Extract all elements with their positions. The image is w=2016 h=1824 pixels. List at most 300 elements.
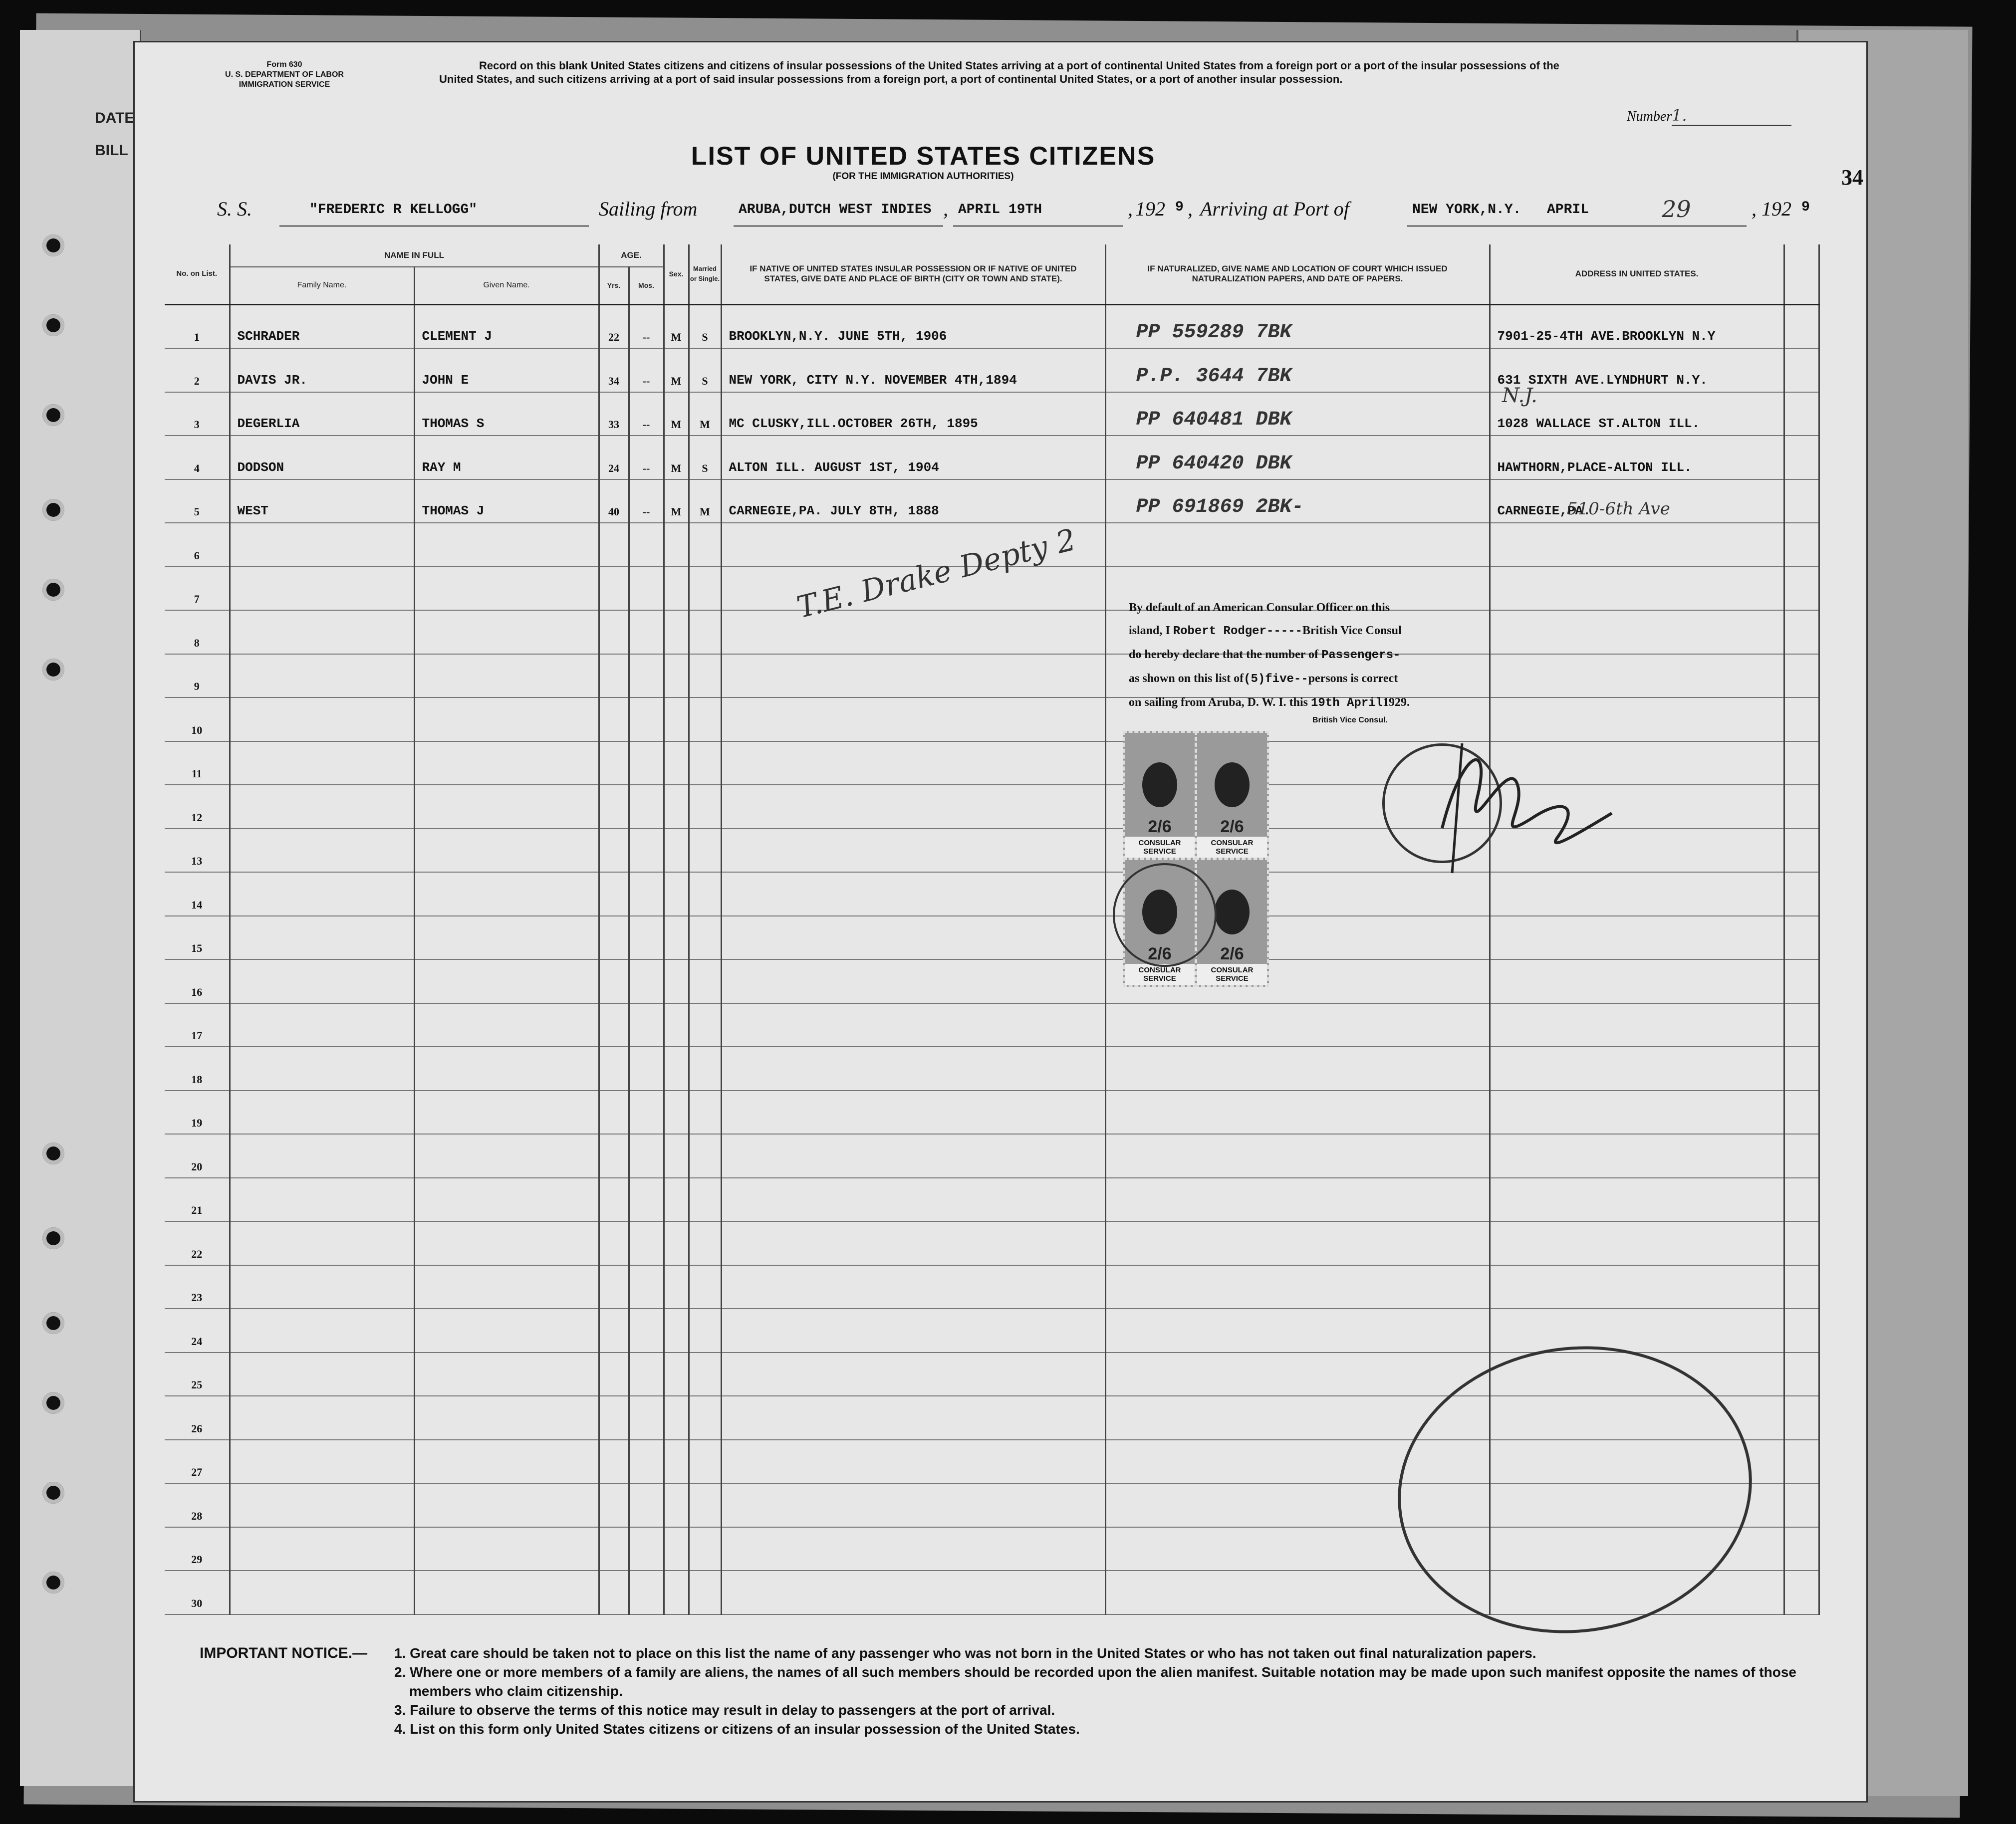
us-address: HAWTHORN,PLACE-ALTON ILL.: [1490, 436, 1784, 479]
marital-status: [689, 1047, 721, 1091]
col-yrs: Yrs.: [599, 267, 629, 304]
row-number: 26: [165, 1396, 230, 1440]
naturalization-papers: [1105, 1178, 1490, 1222]
age-months: [629, 829, 664, 873]
marital-status: [689, 1221, 721, 1265]
birth-info: [721, 872, 1105, 916]
check-mark: [1784, 785, 1819, 829]
birth-info: [721, 785, 1105, 829]
birth-info: [721, 1003, 1105, 1047]
important-notice: [200, 1644, 1821, 1739]
age-years: 40: [599, 479, 629, 523]
col-sex: Sex.: [664, 244, 689, 304]
decl-signoff: British Vice Consul.: [1312, 716, 1388, 724]
decl-line-2: island, I Robert Rodger-----British Vice Consul: [1129, 624, 1402, 638]
family-name: [230, 610, 414, 654]
us-address: [1490, 1091, 1784, 1135]
binding-hole: [42, 499, 64, 521]
us-address: [1490, 1309, 1784, 1353]
family-name: [230, 916, 414, 960]
birth-info: [721, 959, 1105, 1003]
sex: M: [664, 436, 689, 479]
sex: [664, 1440, 689, 1484]
notice-item-3: 3. Failure to observe the terms of this notice may result in delay to passengers at the port of arrival.: [394, 1702, 1055, 1718]
age-months: [629, 785, 664, 829]
decl-line-1: By default of an American Consular Officer on this: [1129, 601, 1390, 614]
age-months: [629, 697, 664, 741]
us-address: [1490, 1134, 1784, 1178]
age-months: [629, 1178, 664, 1222]
age-years: [599, 1571, 629, 1614]
birth-info: [721, 1178, 1105, 1222]
row-number: 2: [165, 348, 230, 392]
margin-bill-label: BILL: [95, 142, 128, 159]
year-prefix-2: 192: [1762, 198, 1791, 220]
decl-what: Passengers-: [1321, 649, 1401, 662]
row-number: 21: [165, 1178, 230, 1222]
family-name: [230, 1396, 414, 1440]
given-name: CLEMENT J: [414, 304, 599, 348]
ss-label: S. S.: [217, 198, 252, 220]
age-months: [629, 1571, 664, 1614]
us-address: CARNEGIE,PA.: [1490, 479, 1784, 523]
family-name: DAVIS JR.: [230, 348, 414, 392]
birth-info: [721, 1396, 1105, 1440]
family-name: [230, 872, 414, 916]
family-name: [230, 1265, 414, 1309]
given-name: [414, 1309, 599, 1353]
marital-status: [689, 610, 721, 654]
age-years: [599, 1353, 629, 1396]
marital-status: [689, 567, 721, 611]
row-number: 9: [165, 654, 230, 698]
row-number: 6: [165, 523, 230, 567]
table-row: [165, 1221, 1819, 1265]
given-name: RAY M: [414, 436, 599, 479]
binding-hole: [42, 1392, 64, 1414]
marital-status: [689, 654, 721, 698]
family-name: WEST: [230, 479, 414, 523]
birth-info: [721, 916, 1105, 960]
table-row: [165, 1265, 1819, 1309]
birth-info: [721, 1265, 1105, 1309]
age-months: [629, 916, 664, 960]
check-mark: [1784, 1003, 1819, 1047]
sailing-label: Sailing from: [599, 198, 698, 220]
table-row: [165, 1047, 1819, 1091]
check-mark: [1784, 523, 1819, 567]
marital-status: [689, 829, 721, 873]
age-months: [629, 1527, 664, 1571]
check-mark: [1784, 1396, 1819, 1440]
marital-status: [689, 1265, 721, 1309]
birth-info: [721, 610, 1105, 654]
check-mark: [1784, 1353, 1819, 1396]
age-months: [629, 1047, 664, 1091]
age-years: [599, 1047, 629, 1091]
notice-item-1: 1. Great care should be taken not to place on this list the name of any passenger who was not born in the United States or who has not taken out final naturalization papers.: [394, 1645, 1536, 1661]
sex: [664, 872, 689, 916]
given-name: THOMAS S: [414, 392, 599, 436]
binding-hole: [42, 1142, 64, 1164]
check-mark: [1784, 829, 1819, 873]
given-name: [414, 1483, 599, 1527]
naturalization-papers: [1105, 1309, 1490, 1353]
family-name: [230, 1134, 414, 1178]
family-name: [230, 567, 414, 611]
year-1: 9: [1175, 200, 1184, 215]
birth-info: BROOKLYN,N.Y. JUNE 5TH, 1906: [721, 304, 1105, 348]
age-years: [599, 872, 629, 916]
sex: [664, 1396, 689, 1440]
binding-hole: [42, 1482, 64, 1504]
ship-underline: [279, 226, 589, 227]
age-months: [629, 1221, 664, 1265]
table-row: [165, 392, 1819, 436]
age-years: [599, 1396, 629, 1440]
row-number: 20: [165, 1134, 230, 1178]
table-row: [165, 1178, 1819, 1222]
sex: [664, 741, 689, 785]
marital-status: [689, 1571, 721, 1614]
age-months: [629, 1353, 664, 1396]
family-name: [230, 1178, 414, 1222]
marital-status: [689, 1134, 721, 1178]
marital-status: [689, 1091, 721, 1135]
col-no: No. on List.: [165, 244, 230, 304]
family-name: [230, 523, 414, 567]
naturalization-papers: PP 640420 DBK: [1105, 436, 1490, 479]
age-years: 34: [599, 348, 629, 392]
family-name: [230, 1483, 414, 1527]
us-address: [1490, 567, 1784, 611]
row-number: 1: [165, 304, 230, 348]
family-name: SCHRADER: [230, 304, 414, 348]
given-name: [414, 916, 599, 960]
sex: [664, 654, 689, 698]
age-years: 22: [599, 304, 629, 348]
age-months: --: [629, 304, 664, 348]
sex: [664, 567, 689, 611]
binding-hole: [42, 1227, 64, 1249]
check-mark: [1784, 697, 1819, 741]
notice-item-2: 2. Where one or more members of a family are aliens, the names of all such members should be recorded upon the alien manifest. Suitable notation may be made upon such manifest opposite the names of those members who claim citizenship.: [394, 1664, 1796, 1699]
birth-info: [721, 1527, 1105, 1571]
year-2: 9: [1801, 200, 1810, 215]
age-months: [629, 1309, 664, 1353]
table-row: [165, 654, 1819, 698]
arrival-port: NEW YORK,N.Y.: [1412, 202, 1521, 218]
record-instructions: Record on this blank United States citizens and citizens of insular possessions of the United States arriving at a port of continental United States from a foreign port or a port of the insular possessions of the United States, and such citizens arriving at a port of said insular possessions from a foreign port, a port of continental United States, or a port of another insular possession.: [439, 59, 1559, 85]
margin-date-label: DATE: [95, 110, 135, 126]
given-name: [414, 1221, 599, 1265]
row-number: 23: [165, 1265, 230, 1309]
check-mark: [1784, 959, 1819, 1003]
sex: [664, 697, 689, 741]
age-years: [599, 654, 629, 698]
naturalization-papers: PP 640481 DBK: [1105, 392, 1490, 436]
marital-status: [689, 741, 721, 785]
sailing-date: APRIL 19TH: [958, 202, 1042, 218]
sex: [664, 1134, 689, 1178]
marital-status: [689, 1178, 721, 1222]
age-years: 24: [599, 436, 629, 479]
age-years: [599, 1221, 629, 1265]
us-address: [1490, 1178, 1784, 1222]
sailing-from: ARUBA,DUTCH WEST INDIES: [739, 202, 932, 218]
given-name: [414, 1571, 599, 1614]
consular-stamp: 2/6 CONSULAR SERVICE: [1123, 858, 1197, 987]
age-months: [629, 1396, 664, 1440]
family-name: [230, 1353, 414, 1396]
stamp-portrait: [1215, 762, 1250, 807]
family-name: [230, 697, 414, 741]
family-name: [230, 959, 414, 1003]
check-mark: [1784, 916, 1819, 960]
row-number: 12: [165, 785, 230, 829]
given-name: [414, 1527, 599, 1571]
age-months: [629, 872, 664, 916]
decl-line-3: do hereby declare that the number of Passengers-: [1129, 648, 1401, 662]
age-months: [629, 1091, 664, 1135]
age-months: --: [629, 479, 664, 523]
marital-status: M: [689, 479, 721, 523]
address-correction-510: 510-6th Ave: [1567, 499, 1670, 519]
binding-hole: [42, 234, 64, 256]
sex: [664, 959, 689, 1003]
check-mark: [1784, 1483, 1819, 1527]
binding-hole: [42, 314, 64, 336]
sex: [664, 1047, 689, 1091]
given-name: [414, 1396, 599, 1440]
table-row: [165, 1134, 1819, 1178]
row-number: 14: [165, 872, 230, 916]
binding-hole: [42, 579, 64, 601]
sex: [664, 916, 689, 960]
check-mark: [1784, 1178, 1819, 1222]
row-number: 7: [165, 567, 230, 611]
page-title: LIST OF UNITED STATES CITIZENS: [691, 142, 1156, 171]
row-number: 15: [165, 916, 230, 960]
naturalization-papers: [1105, 523, 1490, 567]
col-naturalized: IF NATURALIZED, GIVE NAME AND LOCATION OF COURT WHICH ISSUED NATURALIZATION PAPERS, AND DATE OF PAPERS.: [1105, 244, 1490, 304]
check-mark: [1784, 1265, 1819, 1309]
stamp-portrait: [1142, 762, 1177, 807]
family-name: [230, 1003, 414, 1047]
table-row: [165, 1003, 1819, 1047]
marital-status: [689, 1440, 721, 1484]
age-years: [599, 959, 629, 1003]
sex: [664, 1091, 689, 1135]
birth-info: [721, 829, 1105, 873]
family-name: DEGERLIA: [230, 392, 414, 436]
form-number: Form 630: [266, 60, 302, 69]
naturalization-papers: [1105, 1265, 1490, 1309]
birth-info: [721, 1047, 1105, 1091]
passenger-count: (5)five--: [1244, 673, 1308, 686]
age-months: [629, 1483, 664, 1527]
row-number: 19: [165, 1091, 230, 1135]
family-name: [230, 785, 414, 829]
officer-name: Robert Rodger-----: [1173, 625, 1302, 638]
given-name: [414, 654, 599, 698]
row-number: 8: [165, 610, 230, 654]
age-months: [629, 1265, 664, 1309]
row-number: 18: [165, 1047, 230, 1091]
consular-declaration: [1129, 596, 1498, 715]
age-years: [599, 916, 629, 960]
row-number: 30: [165, 1571, 230, 1614]
sex: [664, 829, 689, 873]
marital-status: [689, 1309, 721, 1353]
us-address: 631 SIXTH AVE.LYNDHURT N.Y.: [1490, 348, 1784, 392]
birth-info: [721, 1309, 1105, 1353]
birth-info: [721, 1353, 1105, 1396]
arriving-label: Arriving at Port of: [1200, 198, 1349, 220]
age-months: [629, 654, 664, 698]
port-underline: [1407, 226, 1747, 227]
number-value: 1.: [1672, 106, 1791, 126]
age-years: [599, 610, 629, 654]
given-name: [414, 1003, 599, 1047]
row-number: 29: [165, 1527, 230, 1571]
marital-status: S: [689, 304, 721, 348]
col-married: Married or Single.: [689, 244, 721, 304]
given-name: [414, 1178, 599, 1222]
date-underline: [953, 226, 1123, 227]
naturalization-papers: [1105, 1221, 1490, 1265]
given-name: [414, 1440, 599, 1484]
check-mark: [1784, 1309, 1819, 1353]
check-mark: [1784, 741, 1819, 785]
given-name: [414, 829, 599, 873]
check-mark: [1784, 1440, 1819, 1484]
us-address: 7901-25-4TH AVE.BROOKLYN N.Y: [1490, 304, 1784, 348]
naturalization-papers: [1105, 1134, 1490, 1178]
birth-info: ALTON ILL. AUGUST 1ST, 1904: [721, 436, 1105, 479]
birth-info: CARNEGIE,PA. JULY 8TH, 1888: [721, 479, 1105, 523]
table-row: [165, 436, 1819, 479]
sex: [664, 523, 689, 567]
marital-status: [689, 916, 721, 960]
page-subtitle: (FOR THE IMMIGRATION AUTHORITIES): [832, 171, 1014, 182]
check-mark: [1784, 479, 1819, 523]
row-number: 4: [165, 436, 230, 479]
check-mark: [1784, 1221, 1819, 1265]
given-name: [414, 567, 599, 611]
given-name: [414, 697, 599, 741]
check-mark: [1784, 1527, 1819, 1571]
marital-status: [689, 872, 721, 916]
row-number: 24: [165, 1309, 230, 1353]
check-mark: [1784, 1571, 1819, 1614]
check-mark: [1784, 610, 1819, 654]
address-correction-nj: N.J.: [1502, 384, 1537, 407]
check-mark: [1784, 1047, 1819, 1091]
row-number: 27: [165, 1440, 230, 1484]
check-mark: [1784, 567, 1819, 611]
birth-info: [721, 1440, 1105, 1484]
check-mark: [1784, 654, 1819, 698]
marital-status: M: [689, 392, 721, 436]
col-name-in-full: NAME IN FULL: [230, 244, 599, 267]
birth-info: NEW YORK, CITY N.Y. NOVEMBER 4TH,1894: [721, 348, 1105, 392]
family-name: [230, 1440, 414, 1484]
us-address: [1490, 1047, 1784, 1091]
age-years: [599, 785, 629, 829]
family-name: [230, 829, 414, 873]
given-name: THOMAS J: [414, 479, 599, 523]
col-check: [1784, 244, 1819, 304]
us-address: [1490, 523, 1784, 567]
sex: [664, 1003, 689, 1047]
sex: [664, 1178, 689, 1222]
sex: M: [664, 348, 689, 392]
family-name: DODSON: [230, 436, 414, 479]
age-months: [629, 1440, 664, 1484]
decl-line-5: on sailing from Aruba, D. W. I. this 19th April1929.: [1129, 696, 1410, 710]
naturalization-papers: PP 559289 7BK: [1105, 304, 1490, 348]
marital-status: [689, 785, 721, 829]
consular-stamp: 2/6 CONSULAR SERVICE: [1195, 858, 1269, 987]
sex: [664, 1353, 689, 1396]
check-mark: [1784, 872, 1819, 916]
decl-date: 19th April: [1310, 696, 1383, 710]
naturalization-papers: PP 691869 2BK-: [1105, 479, 1490, 523]
marital-status: [689, 1353, 721, 1396]
given-name: [414, 1353, 599, 1396]
row-number: 28: [165, 1483, 230, 1527]
us-address: [1490, 1265, 1784, 1309]
table-row: [165, 1091, 1819, 1135]
age-months: [629, 610, 664, 654]
given-name: [414, 959, 599, 1003]
us-address: [1490, 1221, 1784, 1265]
sex: [664, 1483, 689, 1527]
check-mark: [1784, 304, 1819, 348]
marital-status: [689, 523, 721, 567]
us-address: [1490, 916, 1784, 960]
birth-info: MC CLUSKY,ILL.OCTOBER 26TH, 1895: [721, 392, 1105, 436]
row-number: 10: [165, 697, 230, 741]
age-years: 33: [599, 392, 629, 436]
age-years: [599, 1483, 629, 1527]
age-months: --: [629, 348, 664, 392]
age-years: [599, 1527, 629, 1571]
table-row: [165, 916, 1819, 960]
age-months: --: [629, 392, 664, 436]
age-months: [629, 741, 664, 785]
birth-info: [721, 1483, 1105, 1527]
table-row: [165, 610, 1819, 654]
row-number: 5: [165, 479, 230, 523]
check-mark: [1784, 436, 1819, 479]
form-department: U. S. DEPARTMENT OF LABOR: [225, 70, 344, 79]
naturalization-papers: [1105, 1353, 1490, 1396]
age-years: [599, 1091, 629, 1135]
col-family-name: Family Name.: [230, 267, 414, 304]
family-name: [230, 1221, 414, 1265]
age-years: [599, 1178, 629, 1222]
col-mos: Mos.: [629, 267, 664, 304]
us-address: [1490, 610, 1784, 654]
age-years: [599, 1265, 629, 1309]
age-years: [599, 829, 629, 873]
number-label: Number: [1627, 109, 1672, 124]
given-name: [414, 1047, 599, 1091]
family-name: [230, 1091, 414, 1135]
arrival-month: APRIL: [1547, 202, 1589, 218]
